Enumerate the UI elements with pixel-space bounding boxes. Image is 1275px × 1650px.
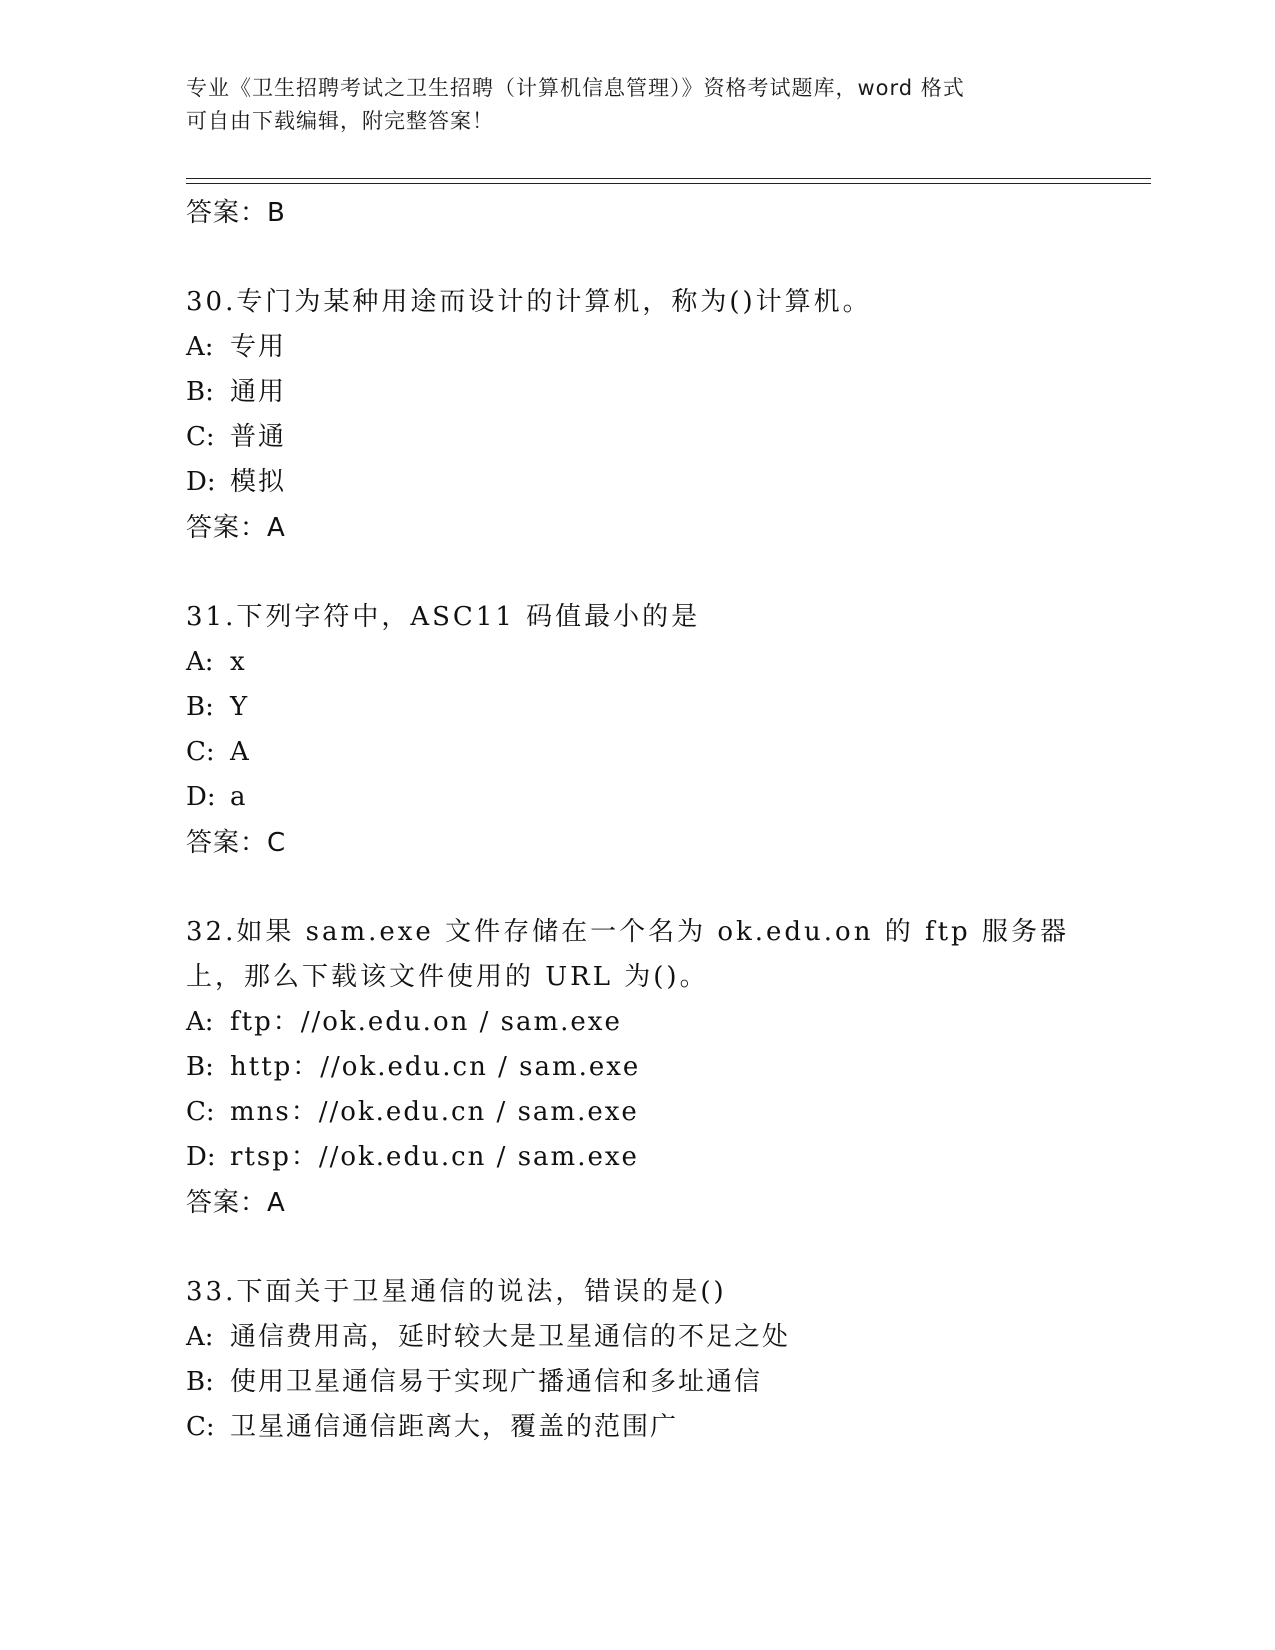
option-key: B: bbox=[186, 692, 214, 722]
header-line-2: 可自由下载编辑，附完整答案！ bbox=[186, 109, 494, 133]
question-stem: 31.下列字符中，ASC11 码值最小的是 bbox=[186, 602, 701, 632]
option-text: a bbox=[230, 782, 248, 812]
spacer bbox=[186, 236, 1086, 280]
option-c bbox=[186, 730, 1086, 775]
option-key: C: bbox=[186, 737, 215, 767]
option-key: B: bbox=[186, 1367, 214, 1397]
option-b bbox=[186, 685, 1086, 730]
option-text: 通用 bbox=[230, 377, 287, 407]
option-c bbox=[186, 415, 1086, 460]
option-text: mns：//ok.edu.cn / sam.exe bbox=[230, 1097, 639, 1127]
option-text: A bbox=[230, 737, 251, 767]
option-c bbox=[186, 1090, 1086, 1135]
option-a bbox=[186, 640, 1086, 685]
option-b bbox=[186, 1045, 1086, 1090]
question-answer: 答案：C bbox=[186, 828, 287, 858]
option-a bbox=[186, 1315, 1086, 1360]
option-key: A: bbox=[186, 332, 214, 362]
option-text: 专用 bbox=[230, 332, 287, 362]
option-b bbox=[186, 1360, 1086, 1405]
question-list bbox=[186, 190, 1086, 1450]
option-text: 卫星通信通信距离大，覆盖的范围广 bbox=[230, 1412, 679, 1442]
option-c bbox=[186, 1405, 1086, 1450]
option-key: A: bbox=[186, 647, 214, 677]
option-text: Y bbox=[230, 692, 250, 722]
option-d bbox=[186, 1135, 1086, 1180]
option-b bbox=[186, 370, 1086, 415]
spacer bbox=[186, 866, 1086, 910]
header-divider-top bbox=[186, 178, 1151, 179]
question-item bbox=[186, 1270, 1086, 1450]
question-item bbox=[186, 280, 1086, 551]
option-key: D: bbox=[186, 467, 216, 497]
option-key: A: bbox=[186, 1322, 214, 1352]
option-text: 使用卫星通信易于实现广播通信和多址通信 bbox=[230, 1367, 763, 1397]
option-key: B: bbox=[186, 377, 214, 407]
spacer bbox=[186, 551, 1086, 595]
option-d bbox=[186, 460, 1086, 505]
option-key: A: bbox=[186, 1007, 214, 1037]
option-key: B: bbox=[186, 1052, 214, 1082]
header-line-1: 专业《卫生招聘考试之卫生招聘（计算机信息管理）》资格考试题库，word 格式 bbox=[186, 76, 965, 100]
option-text: ftp：//ok.edu.on / sam.exe bbox=[230, 1007, 622, 1037]
document-header bbox=[186, 72, 1086, 138]
option-key: D: bbox=[186, 1142, 216, 1172]
question-item bbox=[186, 595, 1086, 866]
option-a bbox=[186, 325, 1086, 370]
question-answer: 答案：A bbox=[186, 513, 286, 543]
question-item bbox=[186, 910, 1086, 1226]
header-divider-bottom bbox=[186, 183, 1151, 184]
option-key: C: bbox=[186, 1412, 215, 1442]
option-key: C: bbox=[186, 422, 215, 452]
option-text: x bbox=[230, 647, 247, 677]
question-answer: 答案：A bbox=[186, 1188, 286, 1218]
option-text: http：//ok.edu.cn / sam.exe bbox=[230, 1052, 641, 1082]
option-key: D: bbox=[186, 782, 216, 812]
question-stem: 32.如果 sam.exe 文件存储在一个名为 ok.edu.on 的 ftp 服务器上，那么下载该文件使用的 URL 为()。 bbox=[186, 917, 1069, 992]
option-text: 模拟 bbox=[230, 467, 287, 497]
option-text: rtsp：//ok.edu.cn / sam.exe bbox=[230, 1142, 639, 1172]
previous-answer: 答案：B bbox=[186, 198, 286, 228]
option-key: C: bbox=[186, 1097, 215, 1127]
question-stem: 30.专门为某种用途而设计的计算机，称为()计算机。 bbox=[186, 287, 872, 317]
question-stem: 33.下面关于卫星通信的说法，错误的是() bbox=[186, 1277, 727, 1307]
option-d bbox=[186, 775, 1086, 820]
option-text: 通信费用高，延时较大是卫星通信的不足之处 bbox=[230, 1322, 791, 1352]
option-text: 普通 bbox=[230, 422, 287, 452]
option-a bbox=[186, 1000, 1086, 1045]
spacer bbox=[186, 1226, 1086, 1270]
